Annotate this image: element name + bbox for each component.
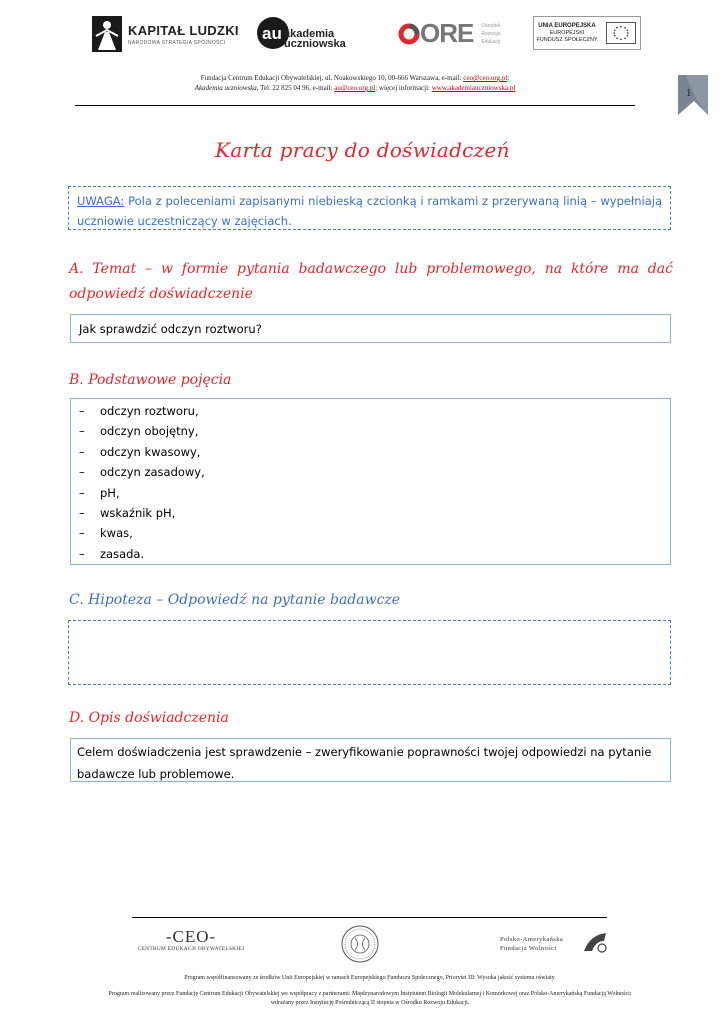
bullet-dash: – <box>79 424 85 439</box>
eu-logo <box>533 16 641 50</box>
concept-text: kwas, <box>100 526 133 541</box>
section-a-heading-word: ma <box>617 261 639 277</box>
header-divider <box>75 105 635 106</box>
akademia-line2: uczniowska <box>284 38 346 50</box>
section-a-heading-word: – <box>145 261 153 277</box>
bullet-dash: – <box>79 505 85 520</box>
section-a-heading-word: problemowego, <box>426 261 536 277</box>
section-d-heading: D. Opis doświadczenia <box>69 710 229 726</box>
pafw-emblem-icon <box>582 929 608 955</box>
section-a-heading-word: które <box>570 261 609 277</box>
note-text: Pola z poleceniami zapisanymi niebieską czcionką i ramkami z przerywaną linią – wypełniają uczniowie uczestniczący w zajęciach. <box>77 194 662 228</box>
section-a-heading-word: na <box>544 261 563 277</box>
hypothesis-input-box[interactable] <box>68 620 671 685</box>
kapital-ludzki-subtitle: NARODOWA STRATEGIA SPÓJNOŚCI <box>128 39 226 46</box>
page-number: 1 <box>686 87 692 99</box>
section-c-heading: C. Hipoteza – Odpowiedź na pytanie badawcze <box>69 592 401 608</box>
section-a-heading-word: pytania <box>236 261 290 277</box>
eu-line2: EUROPEJSKI <box>549 29 585 36</box>
note-box <box>68 186 671 230</box>
akademia-uczniowska-logo <box>256 16 346 50</box>
section-a-heading-word: A. <box>69 261 84 277</box>
section-a-heading-word: Temat <box>92 261 137 277</box>
page-number-tab <box>678 75 708 115</box>
concept-text: odczyn roztworu, <box>100 404 199 418</box>
section-a-heading-line2: odpowiedź doświadczenie <box>69 286 253 302</box>
concepts-box <box>70 398 671 565</box>
concept-item <box>79 462 662 482</box>
topic-answer-box: Jak sprawdzić odczyn roztworu? <box>70 314 671 343</box>
section-a-heading-word: lub <box>394 261 418 277</box>
footer-partners-line2: wdrażany przez Instytucję Pośredniczącą II stopnia w Ośrodku Rozwoju Edukacji. <box>270 1000 470 1006</box>
bullet-dash: – <box>79 485 85 500</box>
concept-item <box>79 442 662 462</box>
footer-partners-line1: Program realizowany przez Fundację Centrum Edukacji Obywatelskiej we współpracy z partnerami: Międzynarodowym Instytutem Biologii Molekularnej i Komórkowej oraz Polsko-Amerykańską Fundacją Wolności; <box>108 991 632 997</box>
concept-item <box>79 401 662 421</box>
kapital-ludzki-title: KAPITAŁ LUDZKI <box>128 22 239 38</box>
concept-text: odczyn kwasowy, <box>100 444 201 459</box>
concept-item <box>79 421 662 441</box>
pafw-logo-text <box>500 935 563 953</box>
bullet-dash: – <box>79 444 85 459</box>
ceo-name: CENTRUM EDUKACJI OBYWATELSKIEJ <box>137 946 245 952</box>
ore-desc-1: Ośrodek <box>481 22 501 29</box>
bullet-dash: – <box>79 526 85 541</box>
section-a-heading-word: formie <box>181 261 229 277</box>
section-a-heading-word: badawczego <box>298 261 387 277</box>
concept-item <box>79 544 662 564</box>
akademia-line1: akademia <box>284 28 335 40</box>
note-label: UWAGA: <box>77 194 125 208</box>
eu-line3: FUNDUSZ SPOŁECZNY <box>536 36 598 43</box>
address-line-2: Akademia uczniowska, Tel. 22 825 04 96, e-mail: au@ceo.org.pl; więcej informacji: www.akademiauczniowska.pl <box>194 84 516 92</box>
kapital-ludzki-icon <box>92 16 122 52</box>
experiment-description-box: Celem doświadczenia jest sprawdzenie – zweryfikowanie poprawności twojej odpowiedzi na pytanie badawcze lub problemowe. <box>70 738 671 782</box>
section-a-heading-line1 <box>69 257 673 282</box>
concept-item <box>79 503 662 523</box>
pafw-line1: Polsko-Amerykańska <box>500 936 564 943</box>
ceo-email-link[interactable]: ceo@ceo.org.pl <box>463 74 508 82</box>
concept-text: odczyn obojętny, <box>100 424 199 439</box>
bullet-dash: – <box>79 465 85 480</box>
address-line-1: Fundacja Centrum Edukacji Obywatelskiej, ul. Noakowskiego 10, 00-666 Warszawa, e-mail: ceo@ceo.org.pl; <box>200 74 510 82</box>
ore-word: ORE <box>420 18 474 48</box>
ore-logo <box>398 18 501 49</box>
website-link[interactable]: www.akademiauczniowska.pl <box>431 84 516 92</box>
ceo-mark: -CEO- <box>165 927 217 946</box>
bullet-dash: – <box>79 404 85 418</box>
concept-text: odczyn zasadowy, <box>100 465 205 480</box>
ore-desc-2: Rozwoju <box>481 30 501 37</box>
bullet-dash: – <box>79 546 85 561</box>
concept-text: wskaźnik pH, <box>100 505 176 520</box>
concept-text: pH, <box>100 485 120 500</box>
ceo-logo <box>132 928 250 952</box>
header-logos <box>88 12 648 60</box>
section-b-heading: B. Podstawowe pojęcia <box>69 372 232 388</box>
footer-funding-note: Program współfinansowany ze środków Unii Europejskiej w ramach Europejskiego Funduszu Społecznego, Priorytet III: Wysoka jakość systemu oświaty. <box>184 975 556 981</box>
concept-text: zasada. <box>100 546 145 561</box>
kapital-ludzki-logo <box>92 16 239 52</box>
page-title: Karta pracy do doświadczeń <box>215 138 510 162</box>
footer-divider <box>132 917 607 918</box>
concepts-list <box>79 401 662 564</box>
section-a-heading-word: dać <box>647 261 673 277</box>
eu-flag-icon <box>606 22 636 44</box>
au-email-link[interactable]: au@ceo.org.pl <box>334 84 376 92</box>
ore-ring-icon <box>398 23 420 45</box>
ore-desc-3: Edukacji <box>481 38 501 45</box>
svg-text:au: au <box>262 24 282 43</box>
address-block <box>75 73 635 93</box>
concept-item <box>79 483 662 503</box>
section-a-heading <box>69 257 673 307</box>
section-a-heading-word: w <box>160 261 173 277</box>
footer-partners-note <box>70 990 670 1008</box>
pafw-line2: Fundacja Wolności <box>500 945 557 952</box>
concept-item <box>79 523 662 543</box>
institute-seal-icon <box>340 924 380 964</box>
eu-line1: UNIA EUROPEJSKA <box>538 22 596 29</box>
